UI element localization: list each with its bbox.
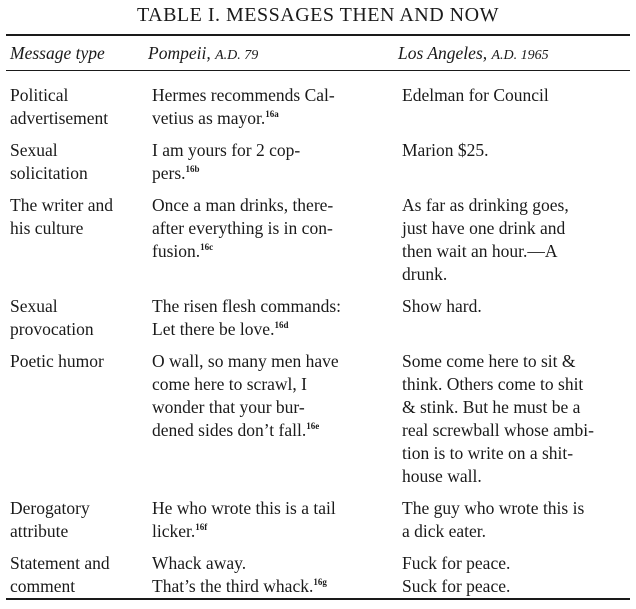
los-angeles-cell-line: just have one drink and [402,218,566,238]
message-type-cell-line: comment [10,576,76,596]
los-angeles-cell-line: Suck for peace. [402,576,511,596]
message-type-cell [10,75,148,139]
header-message-type: Message type [10,43,105,63]
pompeii-cell-line: Once a man drinks, there- [152,195,334,215]
message-type-cell [10,350,148,497]
los-angeles-cell [398,497,630,552]
los-angeles-cell-line: Some come here to sit & [402,351,576,371]
message-type-cell-line: Sexual [10,140,58,160]
message-type-cell-line: Derogatory [10,498,90,518]
table-title: TABLE I. MESSAGES THEN AND NOW [137,4,499,26]
los-angeles-cell-line: house wall. [402,466,482,486]
header-row [10,40,630,75]
los-angeles-cell-line: drunk. [402,264,448,284]
footnote-ref: 16b [185,164,200,175]
los-angeles-cell [398,75,630,139]
pompeii-cell-line: vetius as mayor. [152,108,266,128]
pompeii-cell-line: I am yours for 2 cop- [152,140,301,160]
footnote-ref: 16a [265,109,279,120]
pompeii-cell-line: That’s the third whack. [152,576,314,596]
header-la-place: Los Angeles, [398,43,488,63]
pompeii-cell [148,350,398,497]
los-angeles-cell-line: As far as drinking goes, [402,195,569,215]
header-pompeii-date: A.D. 79 [215,48,259,63]
message-type-cell [10,497,148,552]
los-angeles-cell-line: Marion $25. [402,140,489,160]
message-type-cell-line: attribute [10,521,69,541]
message-type-cell-line: The writer and [10,195,114,215]
header-los-angeles [398,40,630,75]
los-angeles-cell [398,295,630,350]
header-pompeii-place: Pompeii, [148,43,211,63]
los-angeles-cell-line: & stink. But he must be a [402,397,581,417]
pompeii-cell-line: pers. [152,163,186,183]
los-angeles-cell-line: Fuck for peace. [402,553,511,573]
message-type-cell [10,139,148,194]
message-type-cell-line: provocation [10,319,94,339]
header-pompeii [148,40,398,75]
los-angeles-cell-line: then wait an hour.—A [402,241,558,261]
los-angeles-cell-line: a dick eater. [402,521,487,541]
pompeii-cell-line: The risen flesh commands: [152,296,342,316]
message-type-cell-line: his culture [10,218,84,238]
bottom-rule [6,598,630,600]
message-type-cell-line: Poetic humor [10,351,104,371]
message-type-cell-line: Political [10,85,69,105]
message-type-cell-line: Sexual [10,296,58,316]
footnote-ref: 16f [195,522,208,533]
pompeii-cell [148,75,398,139]
pompeii-cell-line: come here to scrawl, I [152,374,307,394]
message-type-cell-line: advertisement [10,108,109,128]
footnote-ref: 16d [274,320,289,331]
pompeii-cell [148,497,398,552]
message-type-cell [10,194,148,295]
los-angeles-cell-line: tion is to write on a shit- [402,443,574,463]
los-angeles-cell [398,194,630,295]
pompeii-cell-line: fusion. [152,241,201,261]
los-angeles-cell-line: Show hard. [402,296,482,316]
pompeii-cell [148,194,398,295]
pompeii-cell [148,139,398,194]
los-angeles-cell [398,139,630,194]
pompeii-cell-line: wonder that your bur- [152,397,305,417]
pompeii-cell-line: He who wrote this is a tail [152,498,336,518]
footnote-ref: 16c [200,242,214,253]
messages-table [10,40,630,607]
los-angeles-cell [398,350,630,497]
pompeii-cell-line: O wall, so many men have [152,351,339,371]
pompeii-cell-line: Let there be love. [152,319,275,339]
table-row [10,194,630,295]
pompeii-cell-line: dened sides don’t fall. [152,420,307,440]
table-row [10,295,630,350]
message-type-cell-line: solicitation [10,163,88,183]
top-rule [6,34,630,36]
pompeii-cell [148,295,398,350]
footnote-ref: 16g [313,577,327,588]
pompeii-cell-line: Whack away. [152,553,247,573]
table-body [10,75,630,607]
los-angeles-cell-line: think. Others come to shit [402,374,584,394]
footnote-ref: 16e [306,421,320,432]
los-angeles-cell-line: real screwball whose ambi- [402,420,594,440]
header-la-date: A.D. 1965 [491,48,549,63]
message-type-cell [10,295,148,350]
los-angeles-cell-line: The guy who wrote this is [402,498,585,518]
table-row [10,75,630,139]
pompeii-cell-line: Hermes recommends Cal- [152,85,335,105]
pompeii-cell-line: licker. [152,521,196,541]
table-row [10,350,630,497]
pompeii-cell-line: after everything is in con- [152,218,333,238]
table-row [10,139,630,194]
los-angeles-cell-line: Edelman for Council [402,85,549,105]
table-row [10,497,630,552]
message-type-cell-line: Statement and [10,553,110,573]
